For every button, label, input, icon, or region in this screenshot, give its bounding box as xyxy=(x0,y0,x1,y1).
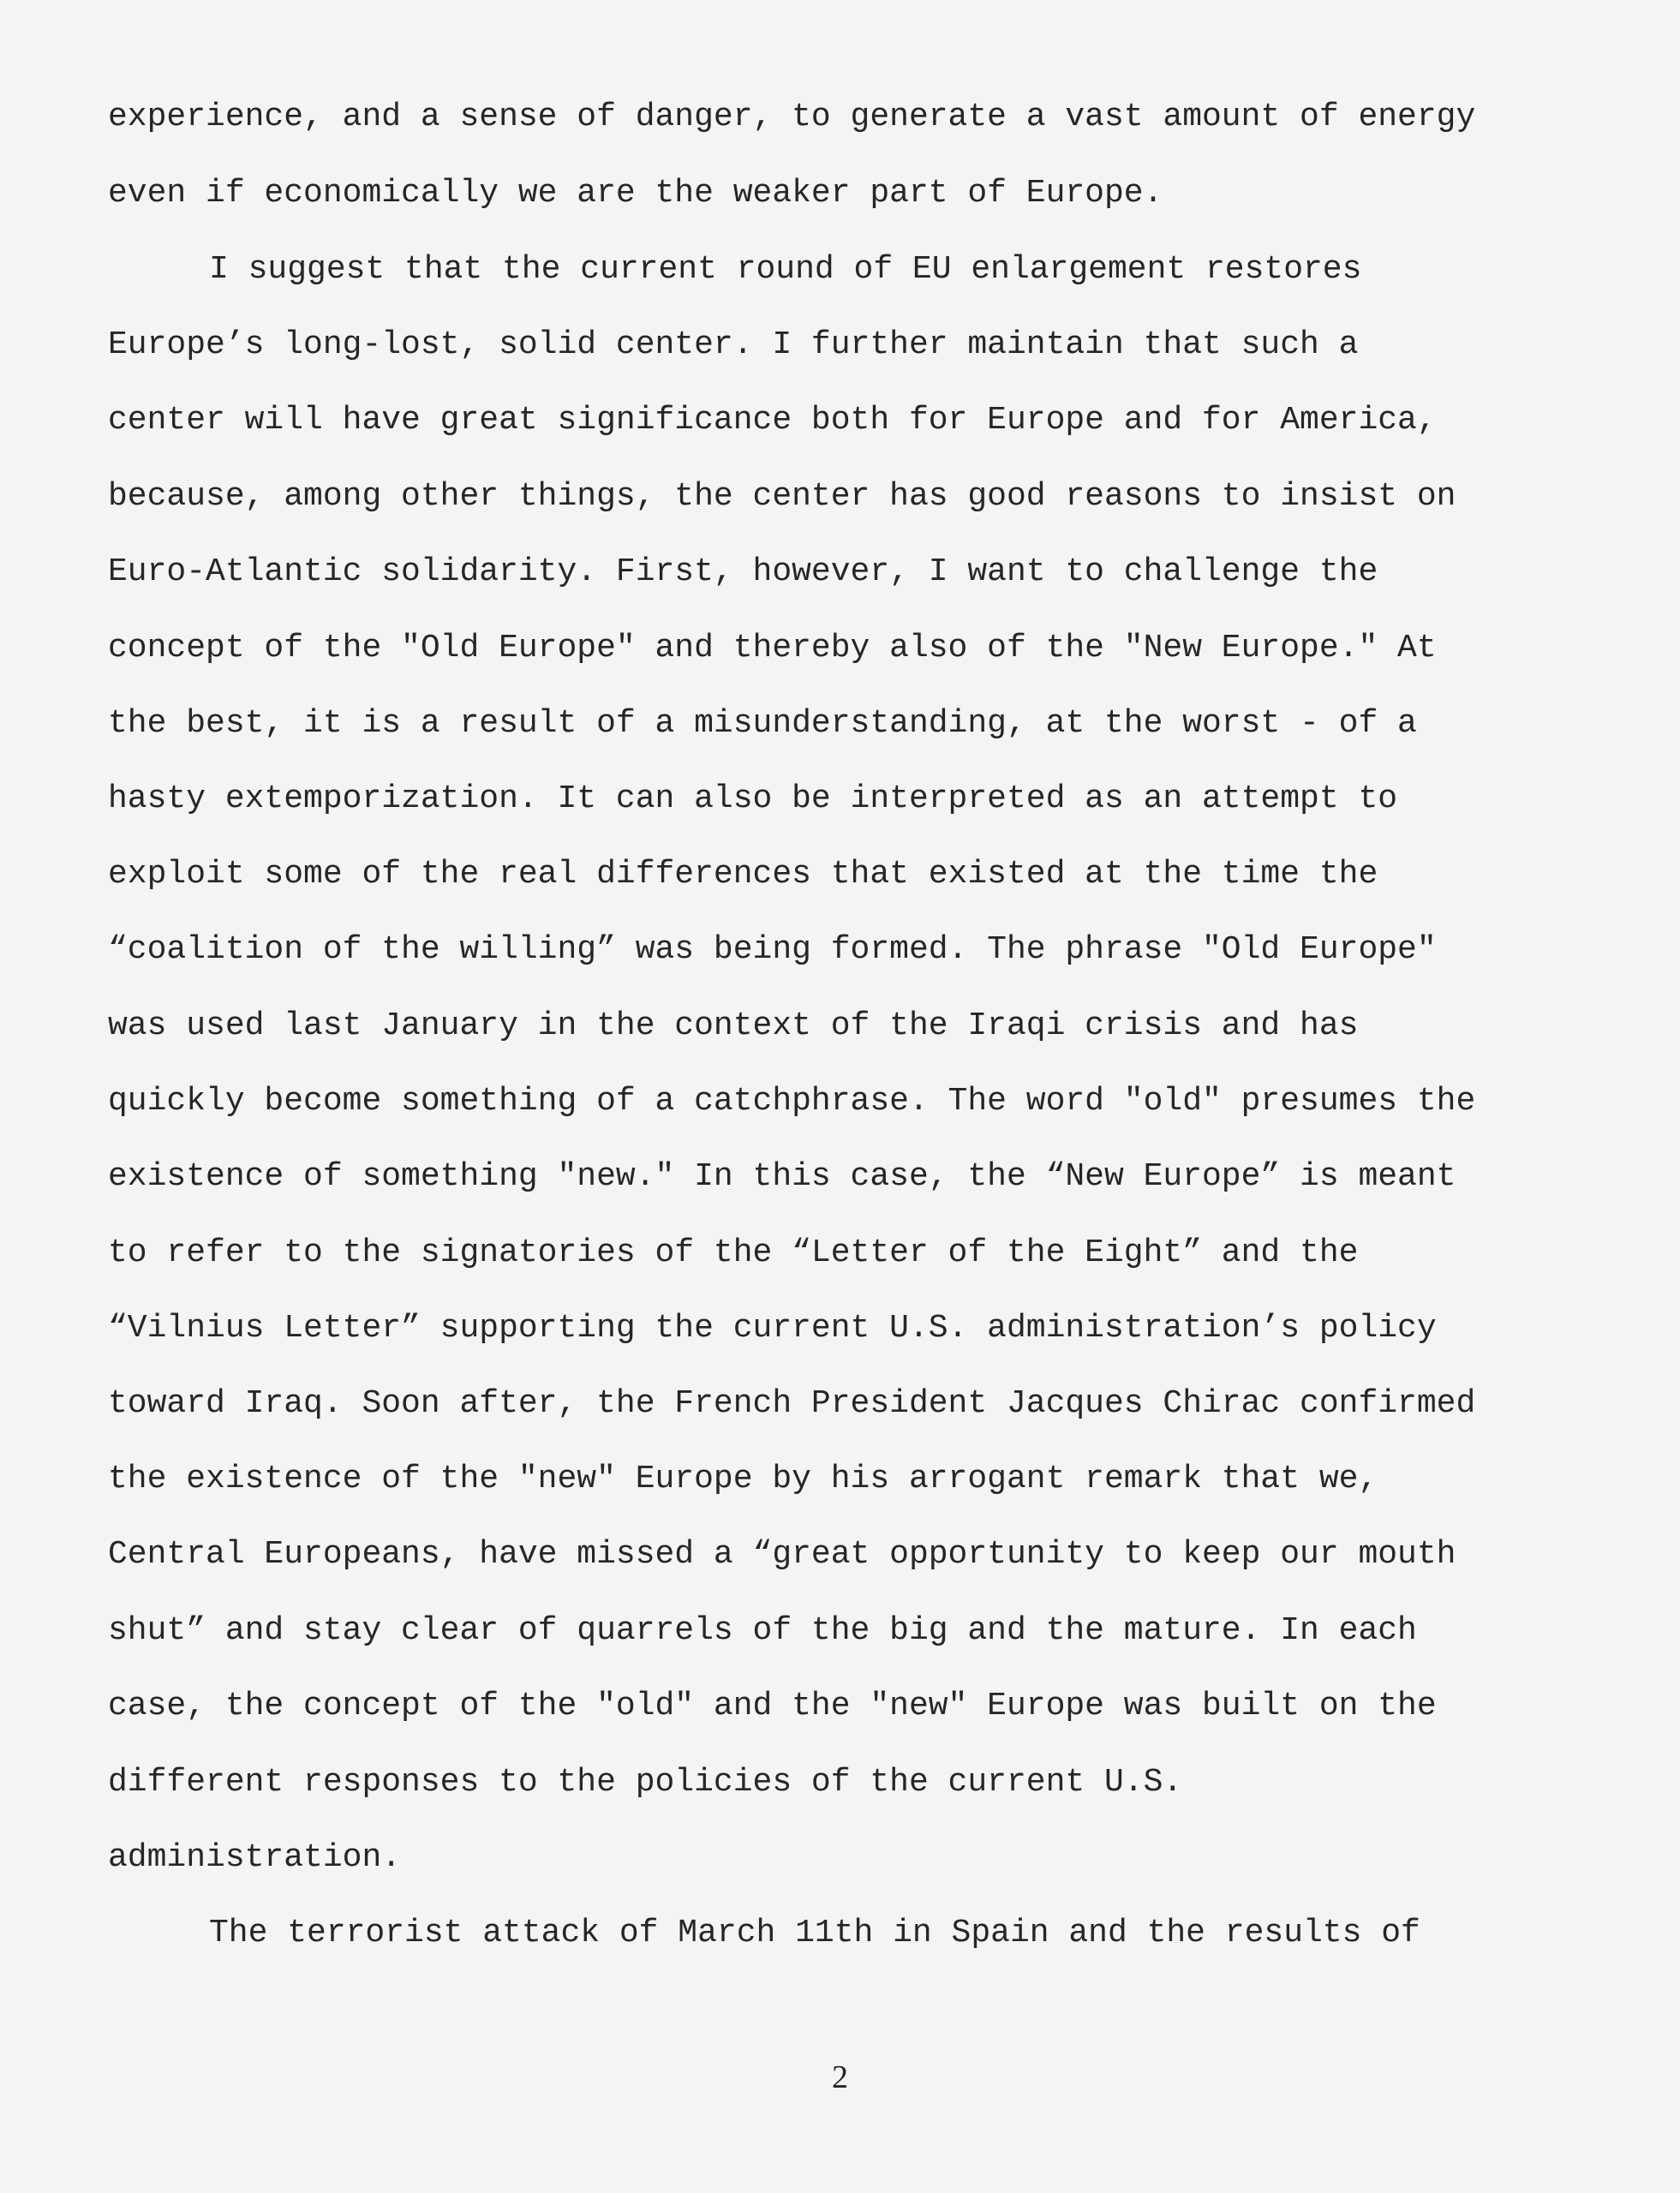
text-line: case, the concept of the "old" and the "new" Europe was built on the xyxy=(108,1688,1437,1724)
text-line: concept of the "Old Europe" and thereby also of the "New Europe." At xyxy=(108,630,1437,666)
paragraph-start-line: I suggest that the current round of EU enlargement restores xyxy=(209,251,1362,288)
text-line: the best, it is a result of a misunderstanding, at the worst - of a xyxy=(108,705,1417,742)
text-line: “coalition of the willing” was being formed. The phrase "Old Europe" xyxy=(108,931,1437,968)
paragraph-start-line: The terrorist attack of March 11th in Spain and the results of xyxy=(209,1915,1420,1951)
text-line: exploit some of the real differences that existed at the time the xyxy=(108,856,1378,893)
text-line: administration. xyxy=(108,1839,402,1876)
text-line: to refer to the signatories of the “Letter of the Eight” and the xyxy=(108,1234,1359,1271)
text-line: shut” and stay clear of quarrels of the big and the mature. In each xyxy=(108,1612,1417,1649)
text-line: “Vilnius Letter” supporting the current U.S. administration’s policy xyxy=(108,1310,1437,1347)
text-line: Euro-Atlantic solidarity. First, however, I want to challenge the xyxy=(108,553,1378,590)
text-line: existence of something "new." In this case, the “New Europe” is meant xyxy=(108,1158,1456,1195)
text-line: hasty extemporization. It can also be interpreted as an attempt to xyxy=(108,780,1398,817)
text-line: the existence of the "new" Europe by his arrogant remark that we, xyxy=(108,1461,1378,1497)
text-line: different responses to the policies of the current U.S. xyxy=(108,1764,1183,1801)
text-line: Central Europeans, have missed a “great opportunity to keep our mouth xyxy=(108,1536,1456,1573)
page-number: 2 xyxy=(832,2059,848,2095)
text-line: quickly become something of a catchphrase. The word "old" presumes the xyxy=(108,1083,1476,1120)
text-line: experience, and a sense of danger, to generate a vast amount of energy xyxy=(108,99,1476,135)
text-line: Europe’s long-lost, solid center. I further maintain that such a xyxy=(108,326,1359,363)
text-line: toward Iraq. Soon after, the French President Jacques Chirac confirmed xyxy=(108,1385,1476,1422)
text-line: center will have great significance both for Europe and for America, xyxy=(108,402,1437,439)
text-line: because, among other things, the center has good reasons to insist on xyxy=(108,478,1456,515)
text-line: was used last January in the context of the Iraqi crisis and has xyxy=(108,1007,1359,1044)
text-line: even if economically we are the weaker part of Europe. xyxy=(108,175,1163,212)
